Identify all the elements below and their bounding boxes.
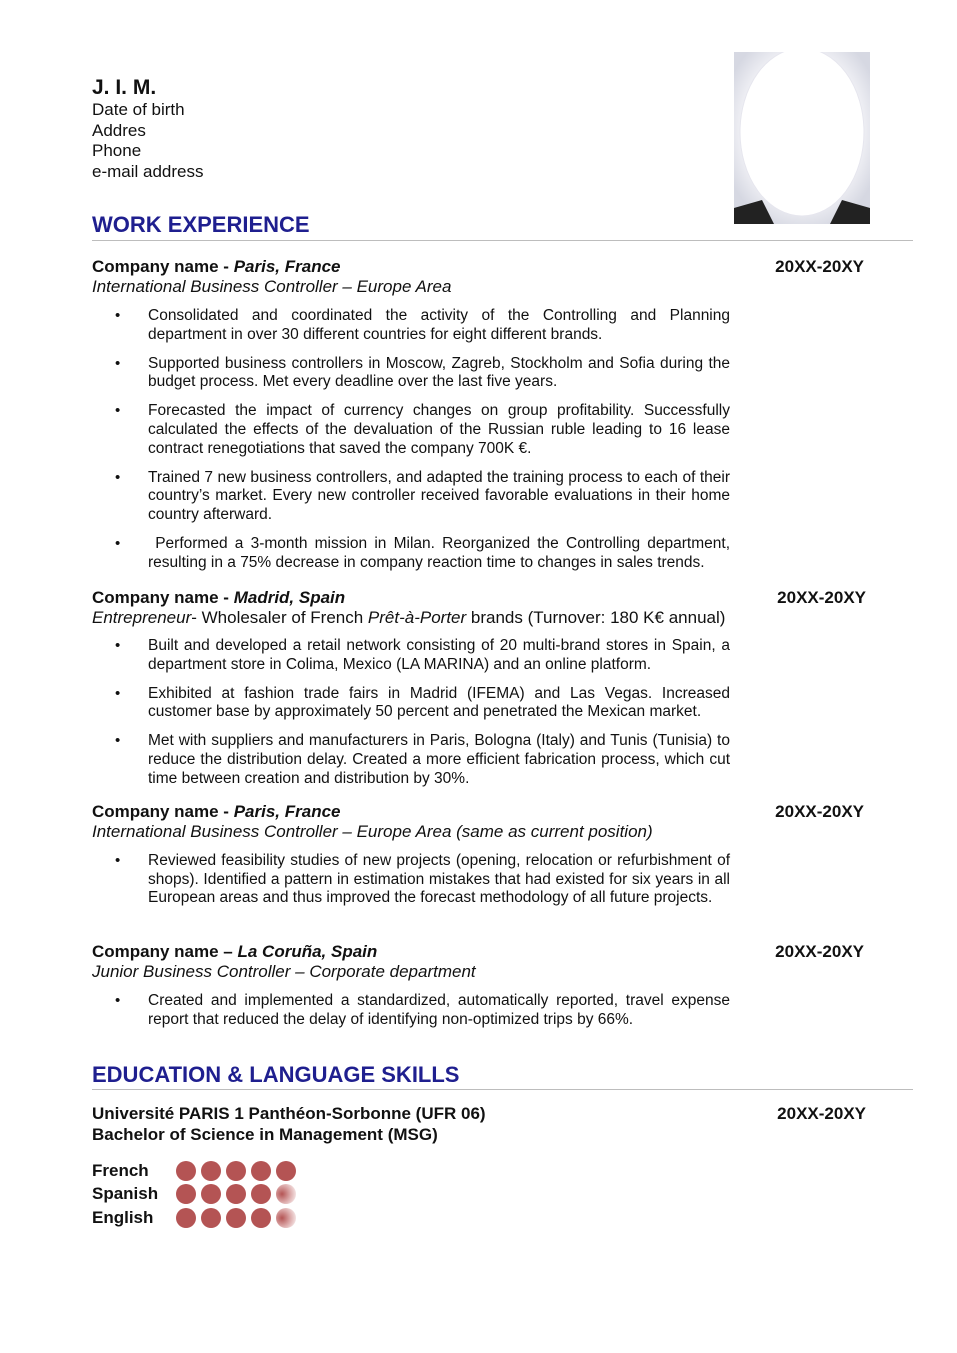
language-rating	[176, 1208, 296, 1228]
language-row	[92, 1206, 296, 1230]
job-dates: 20XX-20XY	[775, 802, 864, 821]
company-name: Company name -	[92, 257, 234, 276]
job-bullets	[92, 992, 892, 1029]
list-item	[92, 355, 730, 392]
rating-dot-filled-icon	[176, 1161, 196, 1181]
bullet-icon: •	[115, 637, 121, 654]
candidate-name: J. I. M.	[92, 76, 157, 99]
bullet-icon: •	[115, 852, 121, 869]
rating-dot-filled-icon	[226, 1161, 246, 1181]
bullet-text: Performed a 3-month mission in Milan. Reorganized the Controlling department, resulting in a 75% decrease in company reaction time to changes in sales trends.	[148, 534, 735, 571]
rating-dot-filled-icon	[176, 1208, 196, 1228]
language-skills	[92, 1159, 296, 1230]
job-dates: 20XX-20XY	[777, 588, 866, 607]
language-rating	[176, 1184, 296, 1204]
bullet-text: Trained 7 new business controllers, and adapted the training process to each of their country’s market. Every new controller received favorable evaluations in their home country afterward.	[148, 468, 730, 523]
profile-photo-placeholder-icon	[734, 52, 870, 224]
language-name: French	[92, 1160, 149, 1180]
bullet-icon: •	[115, 468, 121, 486]
role-desc-part: - Wholesaler of French	[191, 608, 368, 627]
role-desc-part: brands (Turnover: 180 K€ annual)	[466, 608, 726, 627]
job-location: Madrid, Spain	[233, 588, 346, 607]
bullet-icon: •	[115, 307, 121, 324]
bullet-icon: •	[115, 354, 121, 372]
job-location: Paris, France	[233, 257, 341, 276]
language-name: Spanish	[92, 1184, 159, 1204]
education-dates: 20XX-20XY	[777, 1104, 866, 1123]
bullet-icon: •	[115, 732, 121, 750]
rating-dot-filled-icon	[251, 1208, 271, 1228]
language-row	[92, 1183, 296, 1207]
language-name: English	[92, 1207, 154, 1227]
bullet-text: Met with suppliers and manufacturers in Paris, Bologna (Italy) and Tunis (Tunisia) to reduce the distribution delay. Created a more efficient fabrication process, which cut time between creation and distribution by 30%.	[148, 732, 730, 787]
role-description	[191, 608, 725, 627]
company-name: Company name –	[92, 942, 238, 961]
company-name: Company name -	[92, 588, 234, 607]
list-item	[92, 732, 730, 788]
rating-dot-filled-icon	[251, 1184, 271, 1204]
list-item	[92, 685, 730, 722]
list-item	[92, 637, 730, 674]
job-role: International Business Controller – Europe Area	[92, 277, 452, 296]
bullet-text: Built and developed a retail network consisting of 20 multi-brand stores in Spain, a department store in Colima, Mexico (LA MARINA) and an online platform.	[148, 637, 730, 673]
bullet-text: Reviewed feasibility studies of new projects (opening, relocation or refurbishment of shops). Identified a pattern in estimation mistakes that had existed for six years in all European areas and thus improved the forecast methodology of all future projects.	[148, 852, 730, 907]
list-item	[92, 852, 730, 908]
bullet-icon: •	[115, 992, 121, 1009]
job-role	[92, 608, 892, 628]
section-divider	[92, 240, 913, 241]
contact-header	[92, 76, 204, 182]
job-entry	[92, 802, 892, 918]
bullet-icon: •	[115, 534, 121, 552]
bullet-text: Supported business controllers in Moscow, Zagreb, Stockholm and Sofia during the budget process. Met every deadline over the last five years.	[148, 354, 730, 391]
job-location: La Coruña, Spain	[237, 942, 378, 961]
list-item	[92, 992, 730, 1029]
rating-dot-filled-icon	[201, 1161, 221, 1181]
work-experience-heading: WORK EXPERIENCE	[92, 212, 310, 237]
school-name: Université PARIS 1 Panthéon-Sorbonne (UFR 06)	[92, 1104, 486, 1123]
role-title: Entrepreneur	[92, 608, 192, 627]
email: e-mail address	[92, 161, 204, 181]
job-role: Junior Business Controller – Corporate department	[92, 962, 476, 981]
bullet-text: Created and implemented a standardized, automatically reported, travel expense report that reduced the delay of identifying non-optimized trips by 66%.	[148, 992, 730, 1028]
job-role: International Business Controller – Europe Area (same as current position)	[92, 822, 653, 841]
education-heading: EDUCATION & LANGUAGE SKILLS	[92, 1062, 460, 1087]
degree-name: Bachelor of Science in Management (MSG)	[92, 1124, 438, 1144]
job-bullets	[92, 637, 892, 788]
company-name: Company name -	[92, 802, 234, 821]
bullet-text: Exhibited at fashion trade fairs in Madrid (IFEMA) and Las Vegas. Increased customer base by approximately 50 percent and penetrated the Mexican market.	[148, 684, 730, 721]
list-item	[92, 534, 735, 572]
job-entry	[92, 588, 892, 799]
job-location: Paris, France	[233, 802, 341, 821]
language-rating	[176, 1161, 296, 1181]
section-divider	[92, 1089, 913, 1090]
bullet-icon: •	[115, 684, 121, 702]
bullet-text: Consolidated and coordinated the activity of the Controlling and Planning department in over 30 different countries for eight different brands.	[148, 307, 730, 343]
bullet-text: Forecasted the impact of currency changes on group profitability. Successfully calculated the effects of the devaluation of the Russian ruble leading to 16 lease contract renegotiations that saved the company 700K €.	[148, 402, 730, 457]
rating-dot-filled-icon	[276, 1161, 296, 1181]
list-item	[92, 469, 730, 525]
rating-dot-filled-icon	[201, 1208, 221, 1228]
language-row	[92, 1159, 296, 1183]
rating-dot-faded-icon	[276, 1208, 296, 1228]
job-dates: 20XX-20XY	[775, 942, 864, 961]
list-item	[92, 402, 730, 458]
job-company	[92, 588, 892, 608]
rating-dot-filled-icon	[226, 1184, 246, 1204]
job-entry	[92, 942, 892, 1040]
job-entry	[92, 257, 892, 583]
address: Addres	[92, 120, 146, 140]
rating-dot-faded-icon	[276, 1184, 296, 1204]
education-entry	[92, 1104, 892, 1145]
phone: Phone	[92, 141, 142, 160]
job-bullets	[92, 307, 892, 572]
list-item	[92, 307, 730, 344]
rating-dot-filled-icon	[176, 1184, 196, 1204]
bullet-icon: •	[115, 402, 121, 420]
job-bullets	[92, 852, 892, 908]
role-desc-italic: Prêt-à-Porter	[367, 608, 467, 627]
job-dates: 20XX-20XY	[775, 257, 864, 276]
rating-dot-filled-icon	[201, 1184, 221, 1204]
rating-dot-filled-icon	[226, 1208, 246, 1228]
date-of-birth: Date of birth	[92, 100, 185, 119]
rating-dot-filled-icon	[251, 1161, 271, 1181]
